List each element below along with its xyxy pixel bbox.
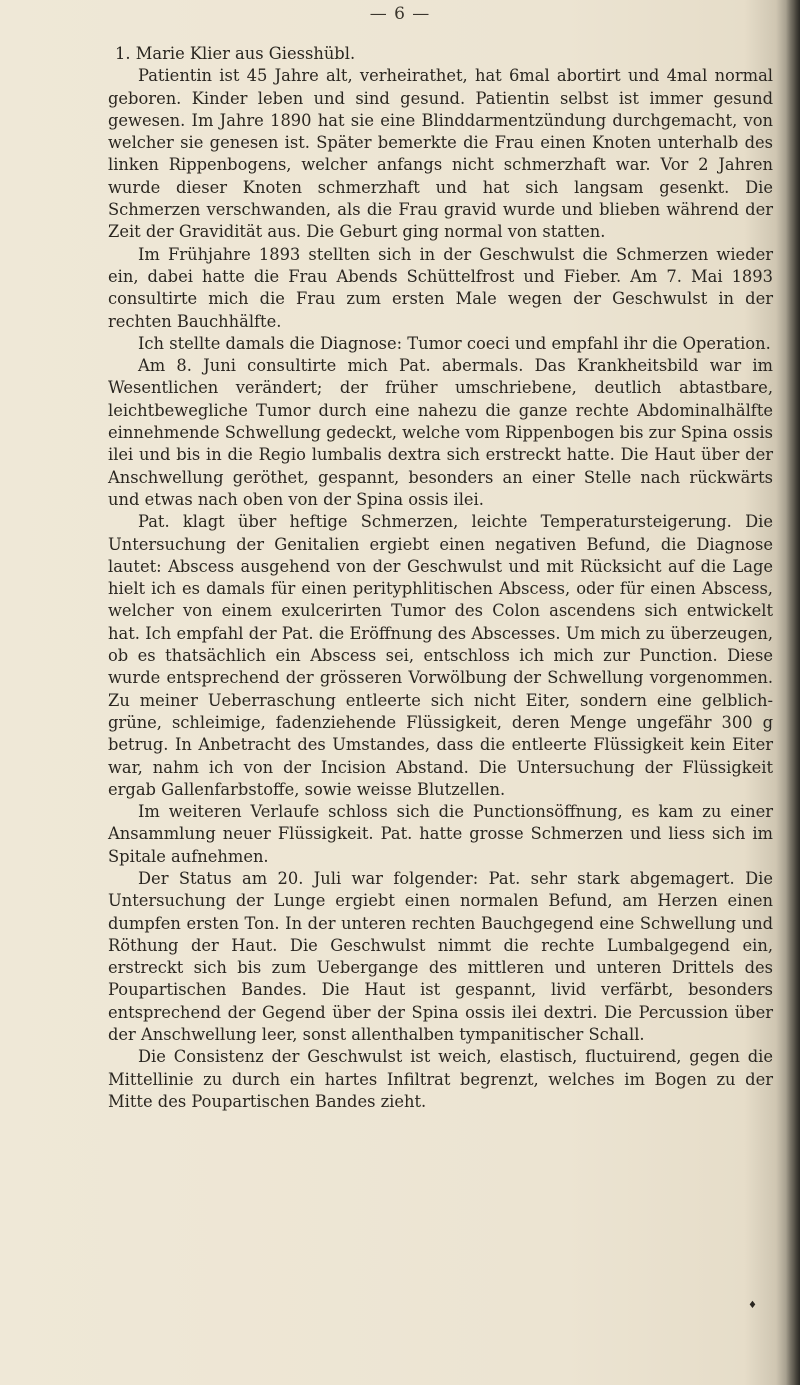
paragraph: Der Status am 20. Juli war folgender: Pat. sehr stark abgemagert. Die Untersuchung der Lunge ergiebt einen normalen Befund, am Herzen einen dumpfen ersten Ton. In der unteren rechten Bauchgegend eine Schwellung und Röthung der Haut. Die Geschwulst nimmt die rechte Lumbalgegend ein, erstreckt sich bis zum Uebergange des mittleren und unteren Drittels des Poupartischen Bandes. Die Haut ist gespannt, livid verfärbt, besonders entsprechend der Gegend über der Spina ossis ilei dextri. Die Percussion über der Anschwellung leer, sonst allenthalben tympanitischer Schall. (108, 868, 773, 1045)
paragraph: Am 8. Juni consultirte mich Pat. abermals. Das Krankheitsbild war im Wesentlichen verändert; der früher umschriebene, deutlich abtastbare, leichtbewegliche Tumor durch eine nahezu die ganze rechte Abdominalhälfte einnehmende Schwellung gedeckt, welche vom Rippenbogen bis zur Spina ossis ilei und bis in die Regio lumbalis dextra sich erstreckt hatte. Die Haut über der Anschwellung geröthet, gespannt, besonders an einer Stelle nach rückwärts und etwas nach oben von der Spina ossis ilei. (108, 356, 773, 509)
paragraph: Pat. klagt über heftige Schmerzen, leichte Temperatursteigerung. Die Untersuchung der Genitalien ergiebt einen negativen Befund, die Diagnose lautet: Abscess ausgehend von der Geschwulst und mit Rücksicht auf die Lage hielt ich es damals für einen perityphlitischen Abscess, oder für einen Abscess, welcher von einem exulcerirten Tumor des Colon ascendens sich entwickelt hat. Ich empfahl der Pat. die Eröffnung des Abscesses. Um mich zu überzeugen, ob es thatsächlich ein Abscess sei, entschloss ich mich zur Punction. Diese wurde entsprechend der grösseren Vorwölbung der Schwellung vorgenommen. Zu meiner Ueberraschung entleerte sich nicht Eiter, sondern eine gelblich-grüne, schleimige, fadenziehende Flüssigkeit, deren Menge ungefähr 300 g betrug. In Anbetracht des Umstandes, dass die entleerte Flüssigkeit kein Eiter war, nahm ich von der Incision Abstand. Die Untersuchung der Flüssigkeit ergab Gallenfarbstoffe, sowie weisse Blutzellen. (108, 512, 773, 799)
paragraph: Im weiteren Verlaufe schloss sich die Punctionsöffnung, es kam zu einer Ansammlung neuer Flüssigkeit. Pat. hatte grosse Schmerzen und liess sich im Spitale aufnehmen. (108, 802, 773, 866)
paragraph: Die Consistenz der Geschwulst ist weich, elastisch, fluctuirend, gegen die Mittellinie zu durch ein hartes Infiltrat begrenzt, welches im Bogen zu der Mitte des Poupartischen Bandes zieht. (108, 1047, 773, 1111)
paragraph: Patientin ist 45 Jahre alt, verheirathet, hat 6mal abortirt und 4mal normal geboren. Kinder leben und sind gesund. Patientin selbst ist immer gesund gewesen. Im Jahre 1890 hat sie eine Blinddarmentzündung durchgemacht, von welcher sie genesen ist. Später bemerkte die Frau einen Knoten unterhalb des linken Rippenbogens, welcher anfangs nicht schmerzhaft war. Vor 2 Jahren wurde dieser Knoten schmerzhaft und hat sich langsam gesenkt. Die Schmerzen verschwanden, als die Frau gravid wurde und blieben während der Zeit der Gravidität aus. Die Geburt ging normal von statten. (108, 66, 773, 242)
body-text (108, 43, 773, 1113)
paragraph: Im Frühjahre 1893 stellten sich in der Geschwulst die Schmerzen wieder ein, dabei hatte die Frau Abends Schüttelfrost und Fieber. Am 7. Mai 1893 consultirte mich die Frau zum ersten Male wegen der Geschwulst in der rechten Bauchhälfte. (108, 244, 773, 331)
printer-mark: ♦ (748, 1300, 757, 1311)
page-number: — 6 — (369, 4, 431, 24)
page-edge-shadow (786, 0, 800, 1385)
paragraph: Ich stellte damals die Diagnose: Tumor coeci und empfahl ihr die Operation. (138, 333, 771, 353)
case-heading: 1. Marie Klier aus Giesshübl. (115, 44, 356, 63)
